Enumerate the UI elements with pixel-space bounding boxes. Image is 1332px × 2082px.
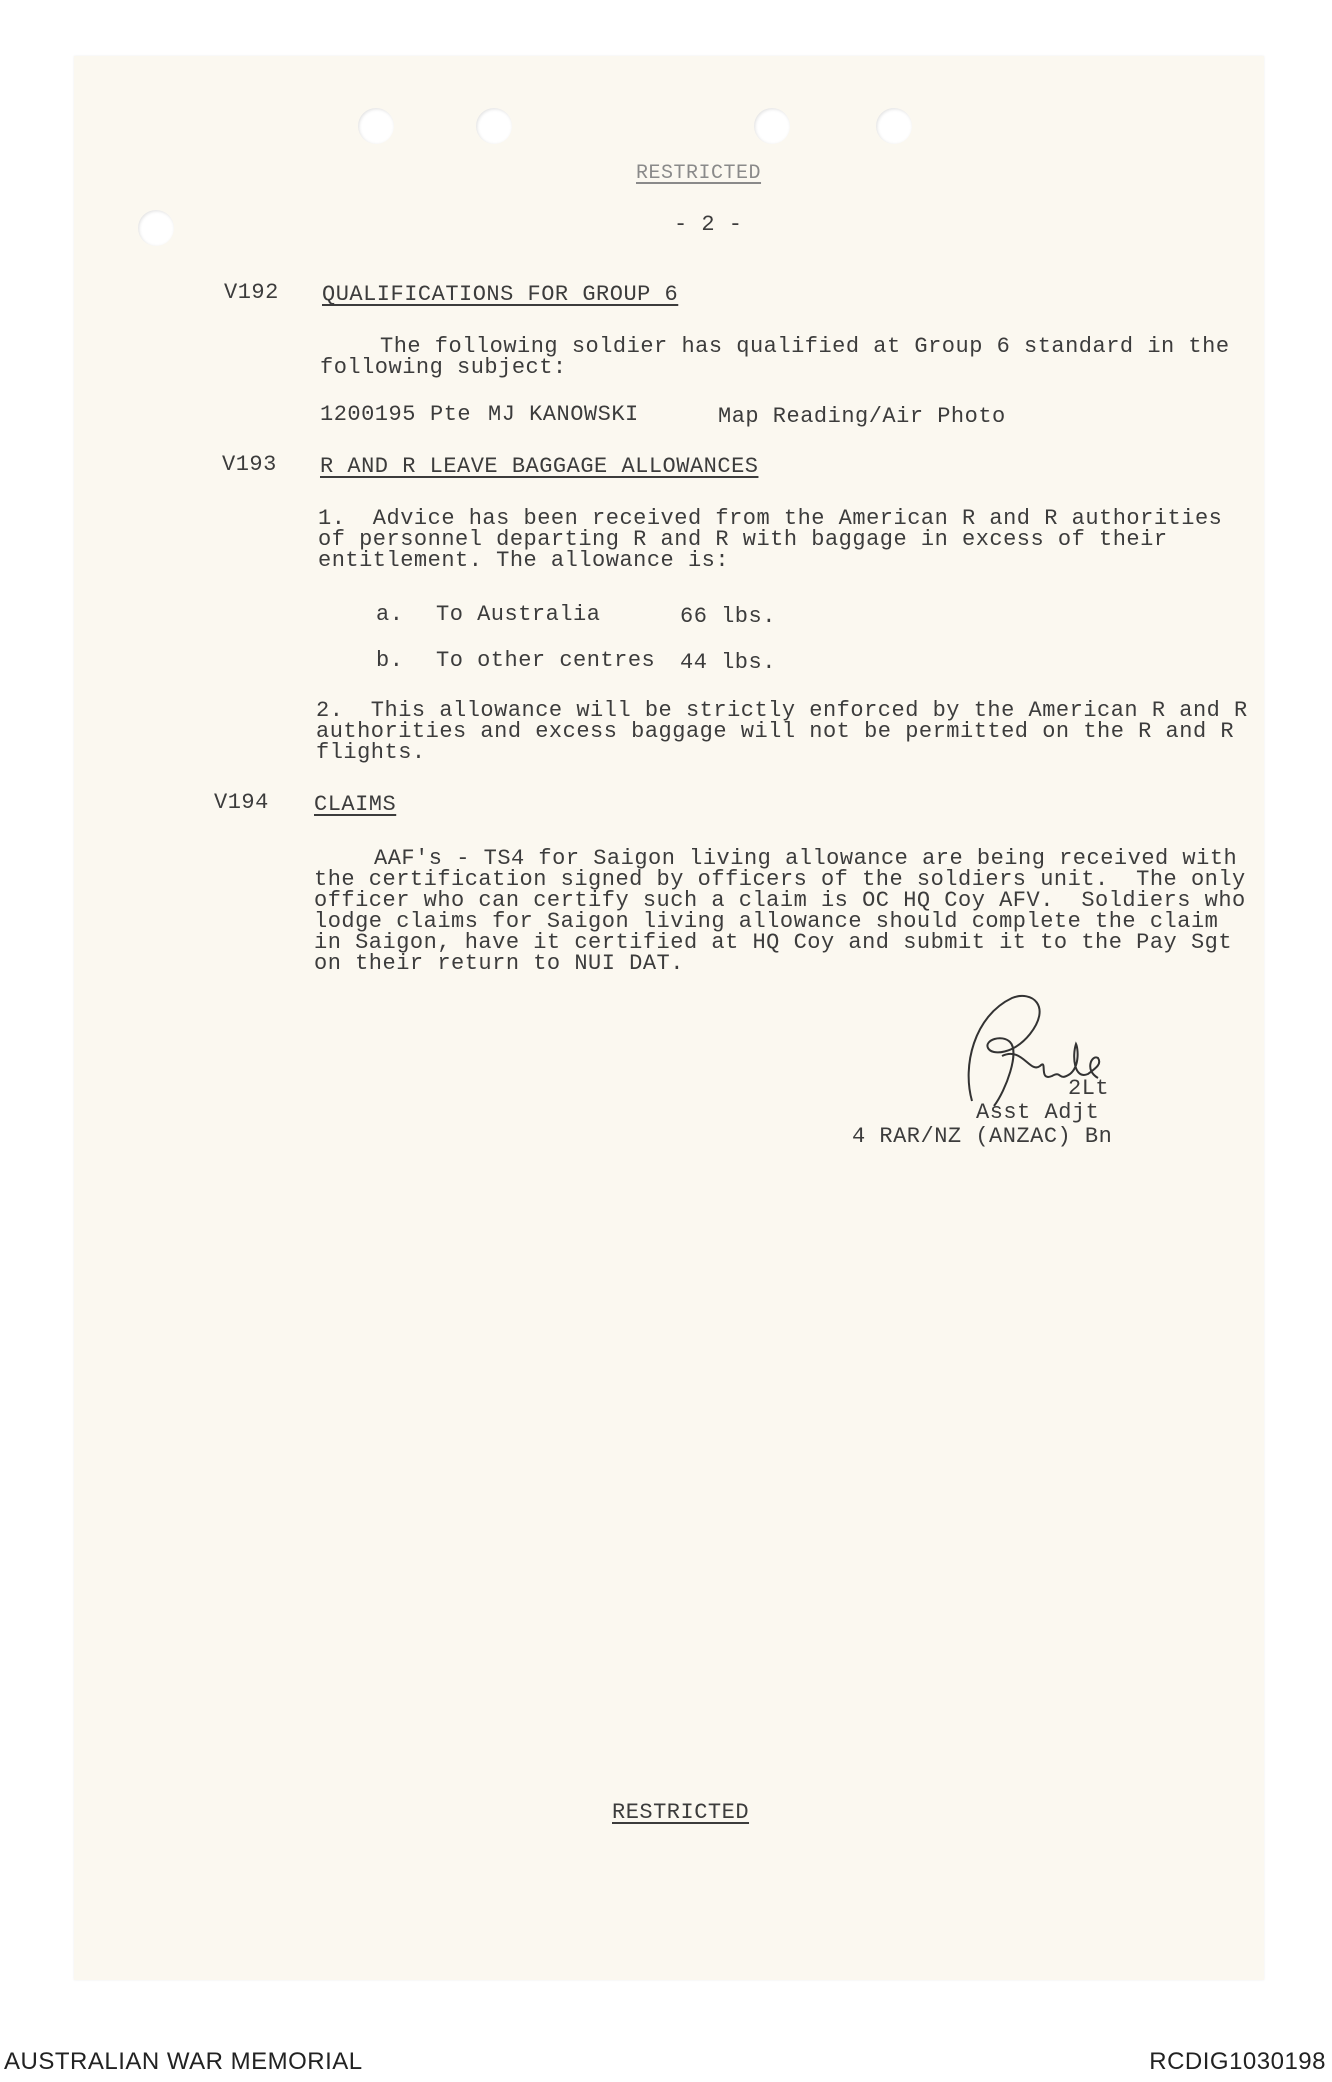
signatory-appointment: Asst Adjt	[976, 1100, 1100, 1125]
allowance-letter: b.	[376, 648, 404, 673]
item-code: V192	[224, 280, 279, 305]
allowance-letter: a.	[376, 602, 404, 627]
soldier-name: MJ KANOWSKI	[488, 402, 639, 427]
allowance-destination: To other centres	[436, 648, 656, 673]
item-paragraph-2: 2. This allowance will be strictly enforced by the American R and R authorities and excess baggage will not be permitted on the R and R flights.	[316, 698, 1248, 765]
item-code: V193	[222, 452, 277, 477]
soldier-rank: Pte	[430, 402, 472, 427]
header-classification: RESTRICTED	[636, 162, 762, 185]
allowance-destination: To Australia	[436, 602, 601, 627]
punch-hole	[876, 108, 912, 144]
item-heading: CLAIMS	[314, 792, 397, 817]
allowance-weight: 66 lbs.	[680, 604, 776, 629]
qualification-subject: Map Reading/Air Photo	[718, 404, 1006, 429]
punch-hole	[358, 108, 394, 144]
item-body: The following soldier has qualified at Group 6 standard in the following subject:	[320, 334, 1230, 380]
punch-hole	[476, 108, 512, 144]
footer-classification: RESTRICTED	[612, 1800, 750, 1825]
punch-hole	[138, 210, 174, 246]
page-number: - 2 -	[674, 212, 743, 237]
item-heading: QUALIFICATIONS FOR GROUP 6	[322, 282, 679, 307]
punch-hole	[754, 108, 790, 144]
item-paragraph-1: 1. Advice has been received from the American R and R authorities of personnel departing R and R with baggage in excess of their entitlement. The allowance is:	[318, 506, 1223, 573]
soldier-number: 1200195	[320, 402, 416, 427]
item-body: AAF's - TS4 for Saigon living allowance are being received with the certification signed by officers of the soldiers unit. The only officer who can certify such a claim is OC HQ Coy AFV. Soldiers who lodge claims for Saigon living allowance should complete the claim in Saigon, have it certified at HQ Coy and submit it to the Pay Sgt on their return to NUI DAT.	[314, 846, 1246, 976]
document-page	[74, 56, 1264, 1980]
signatory-rank: 2Lt	[1068, 1076, 1110, 1101]
item-heading: R AND R LEAVE BAGGAGE ALLOWANCES	[320, 454, 759, 479]
archive-institution: AUSTRALIAN WAR MEMORIAL	[4, 2048, 363, 2075]
archive-reference: RCDIG1030198	[1149, 2048, 1326, 2075]
allowance-weight: 44 lbs.	[680, 650, 776, 675]
signatory-unit: 4 RAR/NZ (ANZAC) Bn	[852, 1124, 1113, 1149]
item-code: V194	[214, 790, 269, 815]
